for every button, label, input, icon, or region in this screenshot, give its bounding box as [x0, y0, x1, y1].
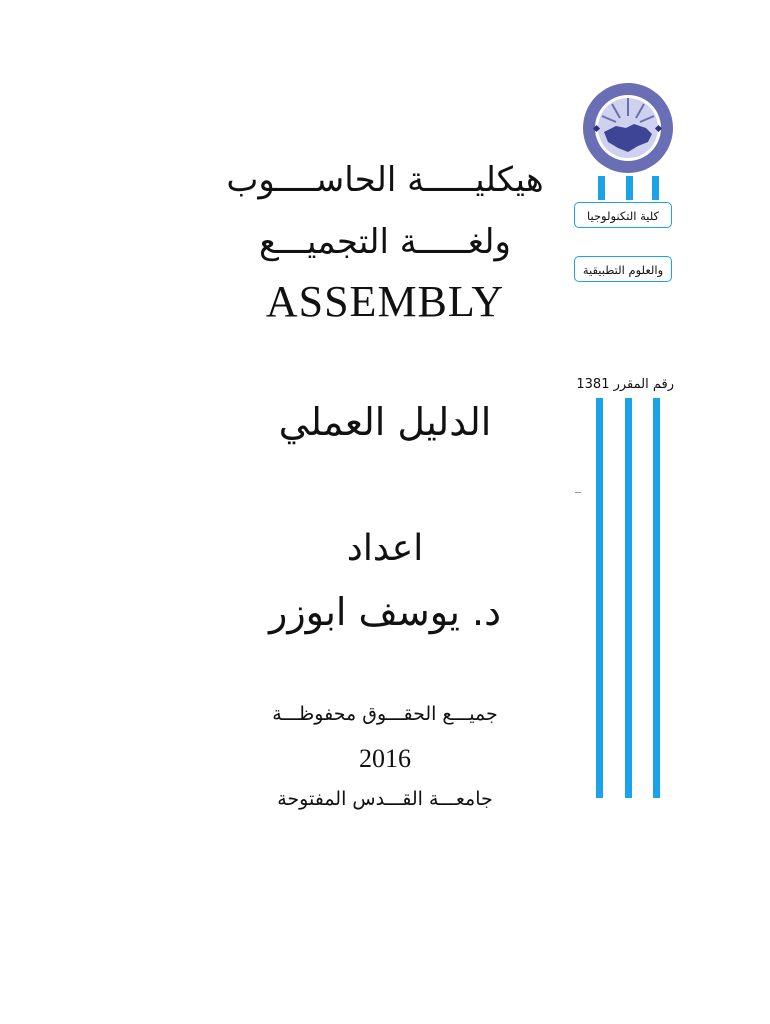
- accent-bar-long-right: [653, 398, 660, 798]
- prepared-by-label: اعداد: [346, 528, 424, 569]
- document-title-english: ASSEMBLY: [265, 277, 505, 326]
- accent-bar-left: [598, 176, 605, 200]
- document-title-line-2: ولغـــــة التجميـــع: [259, 222, 511, 262]
- accent-bar-long-left: [596, 398, 603, 798]
- copyright-notice: جميـــع الحقـــوق محفوظـــة: [272, 703, 498, 725]
- accent-bar-long-middle: [625, 398, 632, 798]
- university-seal-icon: [582, 82, 674, 174]
- author-name: د. يوسف ابوزر: [268, 590, 501, 634]
- publication-year: 2016: [359, 744, 411, 773]
- course-number: رقم المقرر 1381: [576, 377, 674, 392]
- faculty-label-line-2: والعلوم التطبيقية: [574, 256, 672, 282]
- document-title-line-1: هيكليـــــة الحاســــوب: [226, 160, 544, 200]
- document-subtitle: الدليل العملي: [278, 400, 492, 444]
- accent-bar-right: [652, 176, 659, 200]
- divider-mark: [575, 492, 581, 493]
- accent-bar-middle: [626, 176, 633, 200]
- university-name: جامعـــة القـــدس المفتوحة: [277, 788, 493, 810]
- faculty-label-line-1: كلية التكنولوجيا: [574, 202, 672, 228]
